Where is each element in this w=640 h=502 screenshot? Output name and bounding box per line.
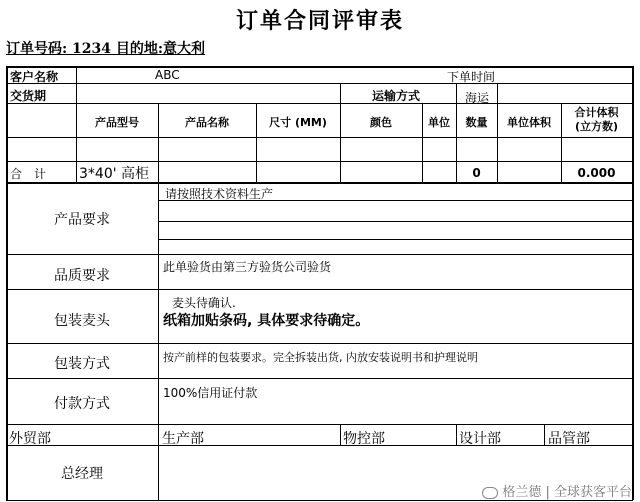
shipping-value: 海运 bbox=[465, 91, 490, 105]
total-volume: 0.000 bbox=[577, 166, 616, 180]
watermark bbox=[482, 481, 632, 500]
col-header-unit: 单位 bbox=[428, 116, 450, 129]
total-quantity: 0 bbox=[472, 166, 481, 180]
order-number-line: 订单号码: 1234 目的地:意大利 bbox=[6, 41, 206, 57]
packing-method-label: 包装方式 bbox=[54, 356, 110, 372]
dept-production: 生产部 bbox=[162, 431, 204, 447]
shipping-marks-note: 麦头待确认. bbox=[172, 296, 236, 310]
watermark-text: 格兰德 | 全球获客平台 bbox=[502, 485, 632, 500]
dept-quality: 品管部 bbox=[548, 431, 590, 447]
dept-material-control: 物控部 bbox=[343, 431, 385, 447]
col-header-total-volume: 合计体积 (立方数) bbox=[574, 106, 619, 133]
shipping-marks-barcode: 纸箱加贴条码, 具体要求待确定。 bbox=[163, 313, 370, 329]
container-type: 3*40' 高柜 bbox=[79, 166, 150, 182]
col-header-quantity: 数量 bbox=[465, 116, 488, 129]
product-requirements-label: 产品要求 bbox=[54, 212, 110, 228]
order-time-label: 下单时间 bbox=[447, 70, 496, 84]
general-manager-label: 总经理 bbox=[61, 466, 103, 482]
customer-value: ABC bbox=[155, 68, 180, 82]
col-header-name: 产品名称 bbox=[185, 116, 229, 129]
delivery-label: 交货期 bbox=[10, 89, 47, 103]
shipping-marks-label: 包装麦头 bbox=[54, 313, 110, 329]
chat-icon bbox=[482, 487, 498, 499]
dept-design: 设计部 bbox=[459, 431, 501, 447]
page-title: 订单合同评审表 bbox=[235, 8, 404, 34]
total-label: 合 计 bbox=[10, 167, 47, 181]
payment-method-label: 付款方式 bbox=[54, 396, 110, 412]
shipping-label: 运输方式 bbox=[372, 89, 421, 103]
col-header-size: 尺寸 (MM) bbox=[269, 116, 327, 129]
packing-method-text: 按产前样的包装要求。完全拆装出货, 内放安装说明书和护理说明 bbox=[163, 351, 478, 364]
col-header-model: 产品型号 bbox=[95, 116, 139, 129]
customer-label: 客户名称 bbox=[10, 70, 59, 84]
product-requirements-text: 请按照技术资料生产 bbox=[165, 187, 274, 201]
dept-foreign-trade: 外贸部 bbox=[9, 431, 51, 447]
quality-requirements-label: 品质要求 bbox=[54, 268, 110, 284]
quality-requirements-text: 此单验货由第三方验货公司验货 bbox=[163, 260, 332, 274]
col-header-unit-volume: 单位体积 bbox=[507, 116, 551, 129]
payment-method-text: 100%信用证付款 bbox=[163, 386, 258, 400]
col-header-color: 颜色 bbox=[370, 116, 392, 129]
